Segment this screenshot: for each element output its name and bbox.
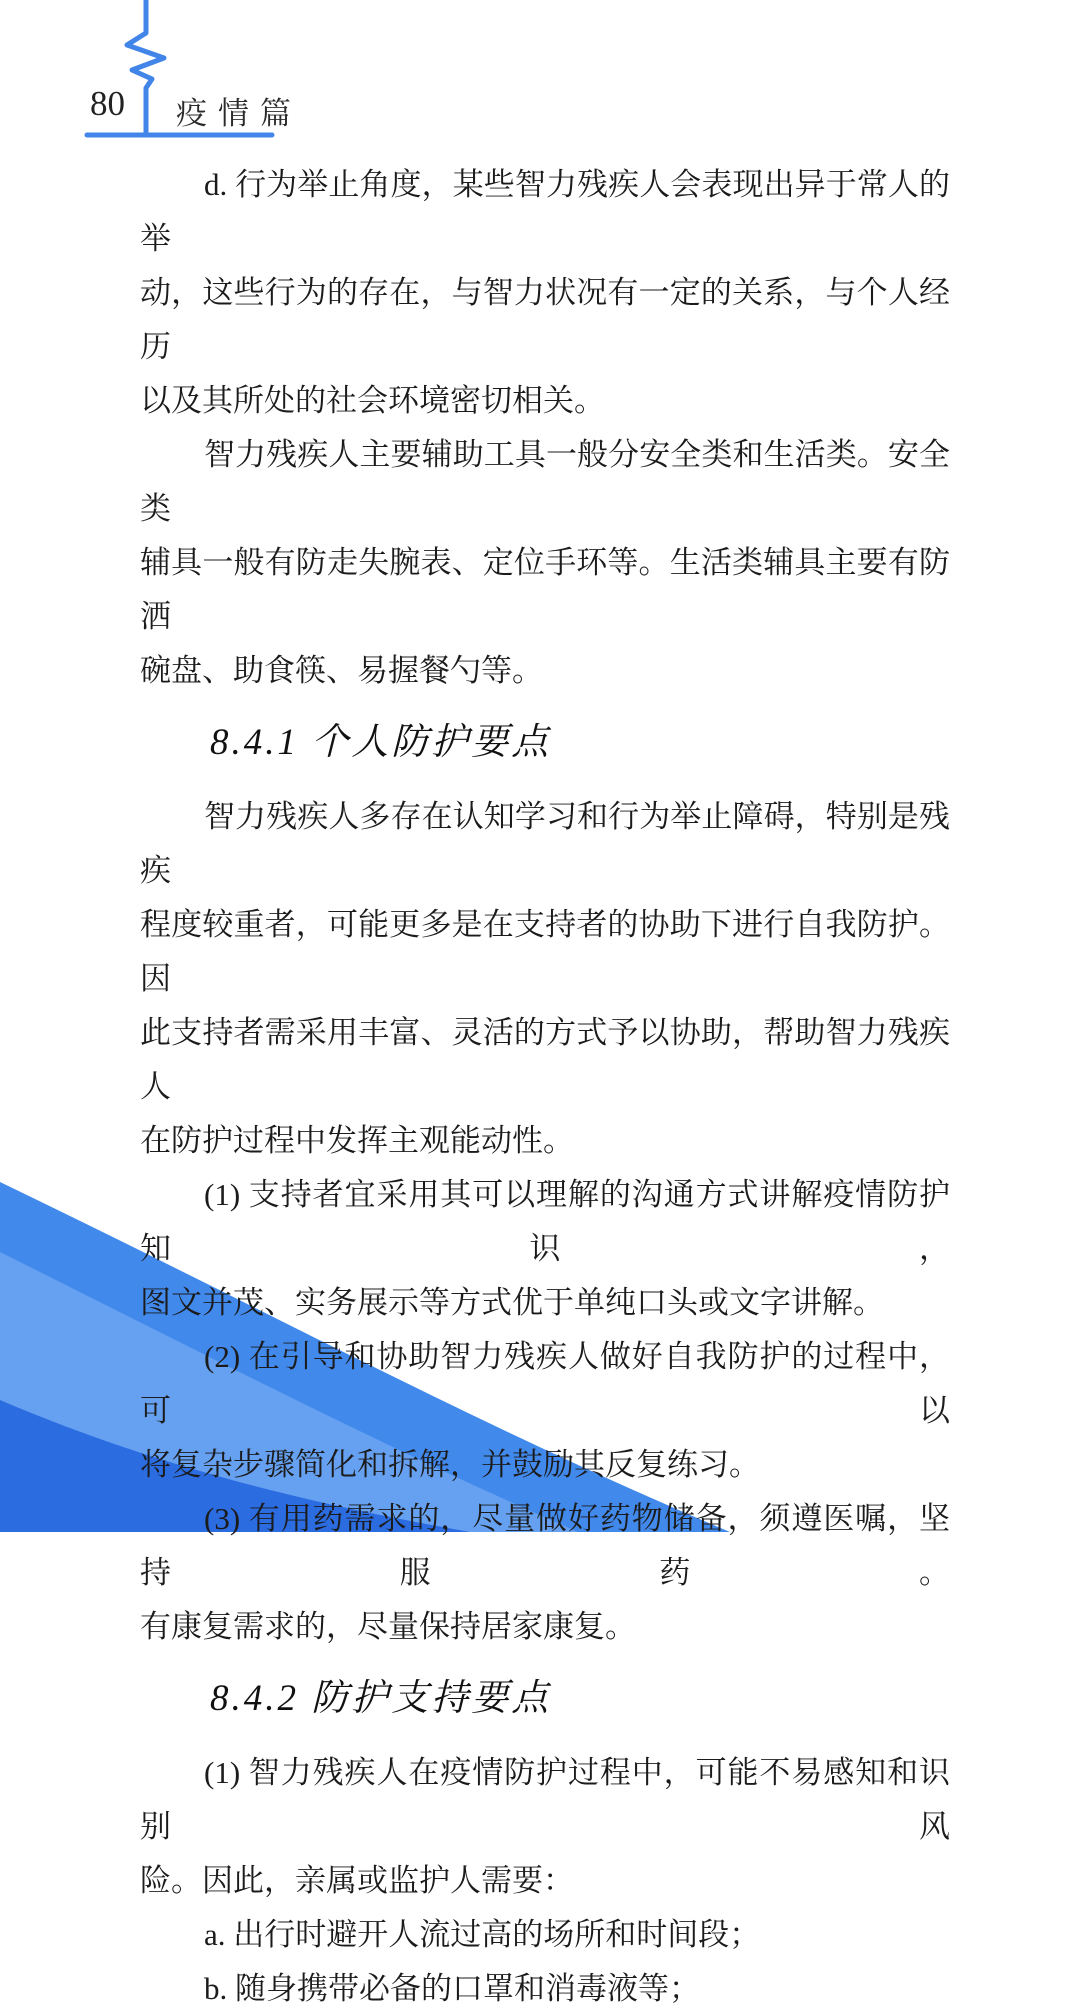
text-line: 动，这些行为的存在，与智力状况有一定的关系，与个人经历 bbox=[140, 275, 950, 364]
text-line: 险。因此，亲属或监护人需要： bbox=[140, 1863, 574, 1898]
text-line: (1) 支持者宜采用其可以理解的沟通方式讲解疫情防护知识， bbox=[140, 1177, 950, 1266]
text-line: 此支持者需采用丰富、灵活的方式予以协助，帮助智力残疾人 bbox=[140, 1015, 950, 1104]
paragraph bbox=[140, 428, 950, 698]
text-line: 有康复需求的，尽量保持居家康复。 bbox=[140, 1609, 636, 1644]
text-line: 图文并茂、实务展示等方式优于单纯口头或文字讲解。 bbox=[140, 1285, 884, 1320]
text-line: (1) 智力残疾人在疫情防护过程中，可能不易感知和识别风 bbox=[140, 1755, 950, 1844]
text-line: 在防护过程中发挥主观能动性。 bbox=[140, 1123, 574, 1158]
text-line: 以及其所处的社会环境密切相关。 bbox=[140, 383, 605, 418]
text-line: 程度较重者，可能更多是在支持者的协助下进行自我防护。因 bbox=[140, 907, 950, 996]
section-heading-842: 8.4.2 防护支持要点 bbox=[210, 1678, 552, 1719]
zigzag-line bbox=[127, 0, 164, 134]
paragraph bbox=[140, 790, 950, 1168]
sub-item-a: a. 出行时避开人流过高的场所和时间段； bbox=[204, 1917, 761, 1952]
list-item bbox=[140, 1168, 950, 1330]
page-number: 80 bbox=[90, 84, 125, 123]
text-line: 碗盘、助食筷、易握餐勺等。 bbox=[140, 653, 543, 688]
text-line: d. 行为举止角度，某些智力残疾人会表现出异于常人的举 bbox=[140, 167, 950, 256]
text-line: 辅具一般有防走失腕表、定位手环等。生活类辅具主要有防洒 bbox=[140, 545, 950, 634]
text-line: 将复杂步骤简化和拆解，并鼓励其反复练习。 bbox=[140, 1447, 760, 1482]
page-content bbox=[140, 158, 950, 2016]
list-item bbox=[140, 1492, 950, 1654]
paragraph bbox=[140, 158, 950, 428]
section-heading-841: 8.4.1 个人防护要点 bbox=[210, 722, 552, 763]
text-line: (3) 有用药需求的，尽量做好药物储备，须遵医嘱，坚持服药。 bbox=[140, 1501, 950, 1590]
list-item bbox=[140, 1746, 950, 1908]
sub-item-b: b. 随身携带必备的口罩和消毒液等； bbox=[204, 1971, 700, 2006]
section-label: 疫情篇 bbox=[176, 96, 302, 131]
text-line: 智力残疾人主要辅助工具一般分安全类和生活类。安全类 bbox=[140, 437, 950, 526]
list-item bbox=[140, 1330, 950, 1492]
text-line: 智力残疾人多存在认知学习和行为举止障碍，特别是残疾 bbox=[140, 799, 950, 888]
text-line: (2) 在引导和协助智力残疾人做好自我防护的过程中，可以 bbox=[140, 1339, 950, 1428]
